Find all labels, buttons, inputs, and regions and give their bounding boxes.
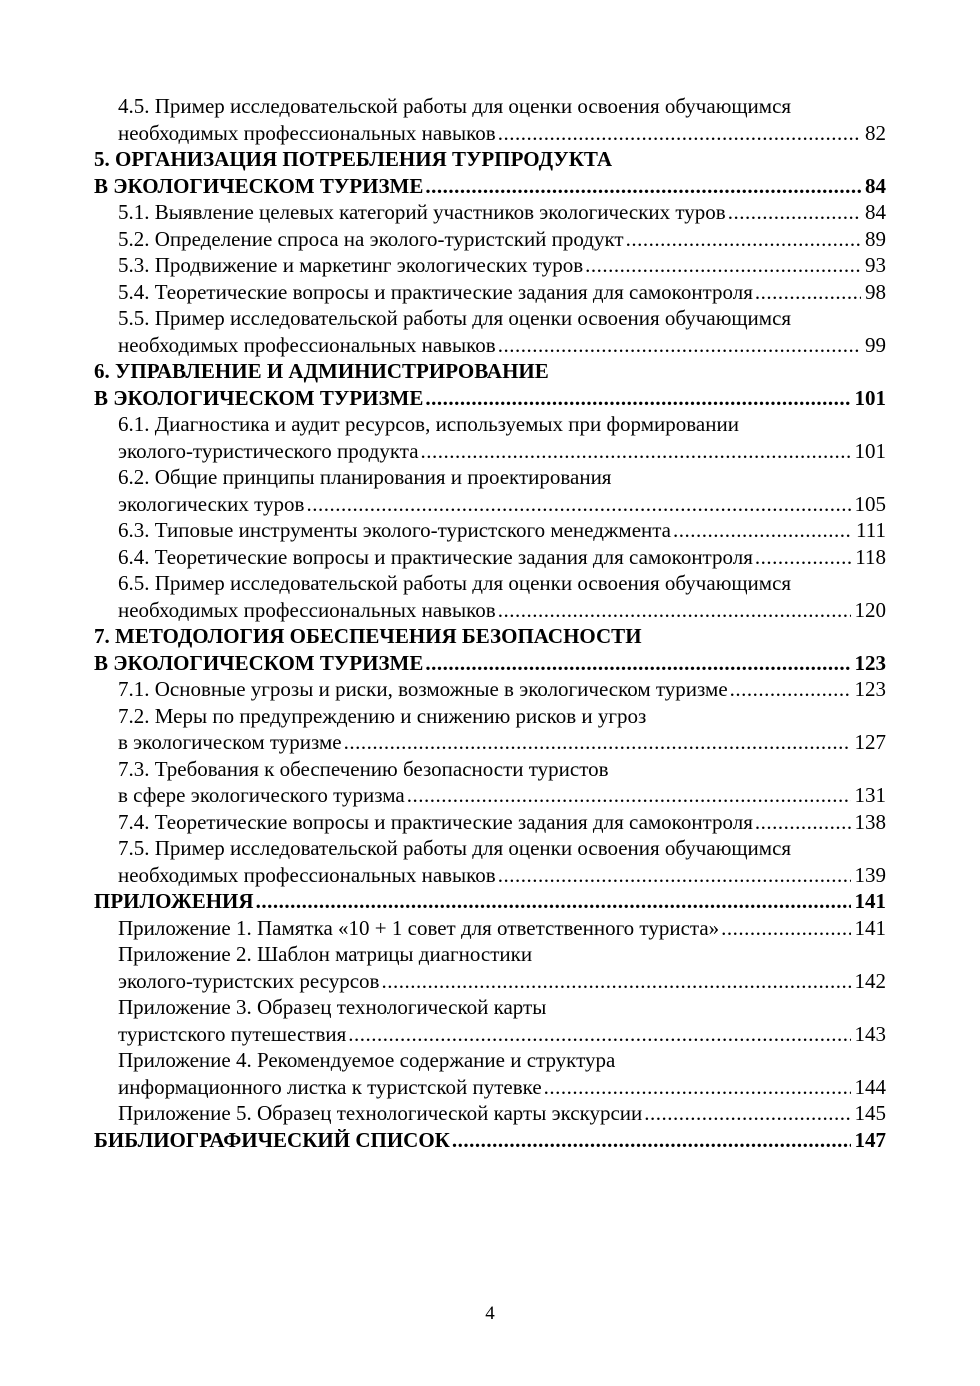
toc-page-number: 93 xyxy=(861,252,886,279)
toc-page-number: 142 xyxy=(851,968,887,995)
toc-entry-line xyxy=(94,756,886,783)
toc-page-number: 141 xyxy=(851,915,887,942)
toc-entry-line xyxy=(94,570,886,597)
toc-entry-title: 6.1. Диагностика и аудит ресурсов, используемых при формировании xyxy=(118,412,739,436)
toc-dot-leader xyxy=(425,173,861,200)
toc-entry-title: в экологическом туризме xyxy=(118,730,342,754)
toc-page-number: 141 xyxy=(851,888,887,915)
toc-entry-title: 5.1. Выявление целевых категорий участников экологических туров xyxy=(118,200,726,224)
toc-entry-title: 7.5. Пример исследовательской работы для оценки освоения обучающимся xyxy=(118,836,792,860)
toc-dot-leader xyxy=(498,120,861,147)
toc-dot-leader xyxy=(425,385,850,412)
toc-entry-line xyxy=(94,1074,886,1101)
toc-page-number: 123 xyxy=(851,676,887,703)
toc-entry-title: 6.3. Типовые инструменты эколого-туристского менеджмента xyxy=(118,518,672,542)
toc-dot-leader xyxy=(498,332,861,359)
toc-entry-line xyxy=(94,703,886,730)
toc-page-number: 145 xyxy=(851,1100,887,1127)
toc-dot-leader xyxy=(544,1074,851,1101)
toc-entry-title: туристского путешествия xyxy=(118,1021,347,1046)
toc-entry-title: необходимых профессиональных навыков xyxy=(118,332,496,357)
toc-dot-leader xyxy=(407,782,851,809)
toc-page-number: 144 xyxy=(851,1074,887,1101)
toc-page-number: 127 xyxy=(851,729,887,756)
toc-entry-title: необходимых профессиональных навыков xyxy=(118,862,496,887)
toc-entry-line xyxy=(94,941,886,968)
toc-entry-line xyxy=(94,1047,886,1074)
toc-page-number: 118 xyxy=(851,544,886,571)
toc-entry-line xyxy=(94,676,886,703)
toc-dot-leader xyxy=(644,1100,850,1127)
toc-entry-line xyxy=(94,120,886,147)
toc-entry-title: 6.2. Общие принципы планирования и проектирования xyxy=(118,465,612,489)
toc-page-number: 89 xyxy=(861,226,886,253)
toc-dot-leader xyxy=(730,676,851,703)
toc-section-line xyxy=(94,173,886,200)
toc-page-number: 138 xyxy=(851,809,887,836)
toc-dot-leader xyxy=(306,491,850,518)
toc-page-number: 105 xyxy=(851,491,887,518)
toc-dot-leader xyxy=(673,517,852,544)
toc-section-line xyxy=(94,385,886,412)
toc-section-line xyxy=(94,888,886,915)
toc-entry-title: В ЭКОЛОГИЧЕСКОМ ТУРИЗМЕ xyxy=(94,173,424,198)
toc-entry-line xyxy=(94,1100,886,1127)
toc-entry-line xyxy=(94,915,886,942)
toc-entry-title: Приложение 1. Памятка «10 + 1 совет для ответственного туриста» xyxy=(118,915,720,940)
toc-entry-title: необходимых профессиональных навыков xyxy=(118,120,496,145)
toc-entry-line xyxy=(94,332,886,359)
toc-section-line xyxy=(94,146,886,173)
toc-entry-title: 5.3. Продвижение и маркетинг экологических туров xyxy=(118,253,584,277)
toc-entry-title: 7.3. Требования к обеспечению безопасности туристов xyxy=(118,756,609,781)
toc-dot-leader xyxy=(421,438,851,465)
toc-dot-leader xyxy=(721,915,850,942)
toc-dot-leader xyxy=(755,809,851,836)
toc-page-number: 82 xyxy=(861,120,886,147)
toc-section-line xyxy=(94,650,886,677)
toc-dot-leader xyxy=(585,252,861,279)
toc-entry-line xyxy=(94,252,886,279)
toc-dot-leader xyxy=(425,650,850,677)
toc-entry-line xyxy=(94,862,886,889)
toc-entry-title: 5.2. Определение спроса на эколого-туристский продукт xyxy=(118,226,624,251)
toc-entry-title: экологических туров xyxy=(118,491,305,516)
toc-entry-title: 5.4. Теоретические вопросы и практические задания для самоконтроля xyxy=(118,279,753,304)
toc-page-number: 98 xyxy=(861,279,886,306)
toc-entry-title: эколого-туристских ресурсов xyxy=(118,968,380,993)
toc-entry-title: в сфере экологического туризма xyxy=(118,783,405,807)
toc-page-number: 147 xyxy=(851,1127,887,1154)
toc-entry-title: Приложение 2. Шаблон матрицы диагностики xyxy=(118,942,533,966)
toc-entry-title: необходимых профессиональных навыков xyxy=(118,597,496,622)
toc-entry-title: Приложение 4. Рекомендуемое содержание и структура xyxy=(118,1048,616,1072)
toc-entry-title: Приложение 3. Образец технологической карты xyxy=(118,995,547,1019)
toc-entry-line xyxy=(94,491,886,518)
toc-dot-leader xyxy=(755,279,861,306)
toc-section-line xyxy=(94,623,886,650)
toc-entry-title: 7. МЕТОДОЛОГИЯ ОБЕСПЕЧЕНИЯ БЕЗОПАСНОСТИ xyxy=(94,624,642,648)
toc-dot-leader xyxy=(498,597,851,624)
toc-page-number: 111 xyxy=(852,517,886,544)
toc-entry-line xyxy=(94,464,886,491)
toc-entry-title: В ЭКОЛОГИЧЕСКОМ ТУРИЗМЕ xyxy=(94,650,424,675)
toc-entry-line xyxy=(94,1021,886,1048)
toc-page-number: 131 xyxy=(851,782,887,809)
toc-entry-line xyxy=(94,411,886,438)
toc-page-number: 123 xyxy=(851,650,887,677)
toc-page-number: 143 xyxy=(851,1021,887,1048)
toc-entry-title: 6. УПРАВЛЕНИЕ И АДМИНИСТРИРОВАНИЕ xyxy=(94,359,549,383)
toc-entry-line xyxy=(94,517,886,544)
toc-entry-line xyxy=(94,226,886,253)
toc-entry-title: В ЭКОЛОГИЧЕСКОМ ТУРИЗМЕ xyxy=(94,385,424,410)
toc-entry-title: Приложение 5. Образец технологической карты экскурсии xyxy=(118,1101,643,1125)
toc-page-number: 101 xyxy=(851,385,887,412)
toc-entry-title: информационного листка к туристской путевке xyxy=(118,1074,542,1099)
toc-entry-line xyxy=(94,835,886,862)
page-number: 4 xyxy=(485,1303,495,1324)
toc-entry-title: ПРИЛОЖЕНИЯ xyxy=(94,889,254,913)
toc-dot-leader xyxy=(728,199,861,226)
toc-dot-leader xyxy=(498,862,851,889)
toc-entry-line xyxy=(94,729,886,756)
toc-dot-leader xyxy=(626,226,861,253)
toc-entry-line xyxy=(94,199,886,226)
toc-entry-line xyxy=(94,597,886,624)
toc-dot-leader xyxy=(452,1127,851,1154)
toc-section-line xyxy=(94,358,886,385)
toc-entry-line xyxy=(94,438,886,465)
toc-page-number: 99 xyxy=(861,332,886,359)
table-of-contents xyxy=(94,93,886,1153)
toc-entry-line xyxy=(94,809,886,836)
toc-dot-leader xyxy=(344,729,851,756)
toc-dot-leader xyxy=(348,1021,850,1048)
toc-entry-title: 5.5. Пример исследовательской работы для оценки освоения обучающимся xyxy=(118,306,792,330)
toc-entry-title: 6.5. Пример исследовательской работы для оценки освоения обучающимся xyxy=(118,571,792,595)
toc-entry-title: 6.4. Теоретические вопросы и практические задания для самоконтроля xyxy=(118,544,753,569)
toc-page-number: 120 xyxy=(851,597,887,624)
toc-dot-leader xyxy=(256,888,851,915)
toc-entry-title: 4.5. Пример исследовательской работы для оценки освоения обучающимся xyxy=(118,94,792,118)
toc-section-line xyxy=(94,1127,886,1154)
toc-entry-line xyxy=(94,305,886,332)
toc-entry-line xyxy=(94,968,886,995)
toc-entry-title: 7.1. Основные угрозы и риски, возможные в экологическом туризме xyxy=(118,677,728,701)
toc-entry-title: БИБЛИОГРАФИЧЕСКИЙ СПИСОК xyxy=(94,1127,450,1152)
toc-entry-title: 7.2. Меры по предупреждению и снижению рисков и угроз xyxy=(118,703,647,728)
toc-entry-title: 7.4. Теоретические вопросы и практические задания для самоконтроля xyxy=(118,809,753,834)
toc-entry-line xyxy=(94,544,886,571)
toc-entry-title: эколого-туристического продукта xyxy=(118,438,419,463)
toc-dot-leader xyxy=(755,544,851,571)
toc-entry-line xyxy=(94,93,886,120)
toc-page-number: 84 xyxy=(861,173,886,200)
toc-page-number: 139 xyxy=(851,862,887,889)
toc-page-number: 84 xyxy=(861,199,886,226)
toc-entry-line xyxy=(94,994,886,1021)
toc-entry-line xyxy=(94,279,886,306)
toc-entry-title: 5. ОРГАНИЗАЦИЯ ПОТРЕБЛЕНИЯ ТУРПРОДУКТА xyxy=(94,147,613,171)
toc-entry-line xyxy=(94,782,886,809)
toc-page-number: 101 xyxy=(851,438,887,465)
toc-dot-leader xyxy=(381,968,850,995)
